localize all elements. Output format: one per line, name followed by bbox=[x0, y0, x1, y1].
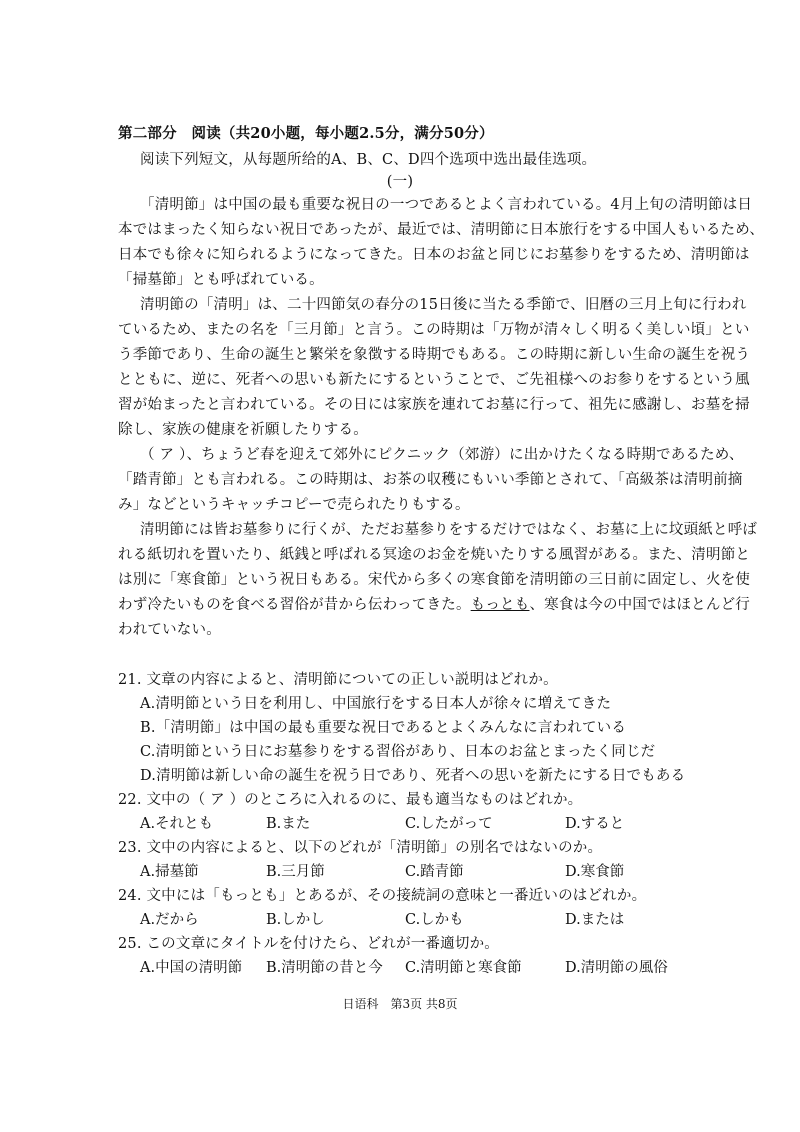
passage-line: ているため、またの名を「三月節」と言う。この時期は「万物が清々しく明るく美しい頃」とい bbox=[118, 322, 750, 338]
question-21-option-a[interactable]: A.清明節という日を利用し、中国旅行をする日本人が徐々に増えてきた bbox=[140, 696, 612, 712]
question-23-option-a[interactable]: A.掃墓節 bbox=[140, 864, 199, 880]
question-21-option-b[interactable]: B.「清明節」は中国の最も重要な祝日であるとよくみんなに言われている bbox=[140, 720, 627, 736]
passage-number: (一) bbox=[386, 174, 414, 190]
passage-line: とともに、逆に、死者への思いも新たにするということで、ご先祖様へのお参りをするという風 bbox=[118, 372, 750, 388]
passage-line: 清明節には皆お墓参りに行くが、ただお墓参りをするだけではなく、お墓に上に坟頭紙と呼ば bbox=[140, 522, 758, 538]
passage-line: 「掃墓節」とも呼ばれている。 bbox=[118, 272, 324, 288]
passage-line: は別に「寒食節」という祝日もある。宋代から多くの寒食節を清明節の三日前に固定し、火を使 bbox=[118, 572, 751, 588]
question-22-option-c[interactable]: C.したがって bbox=[405, 816, 493, 832]
page-footer: 日语科 第3页 共8页 bbox=[342, 997, 458, 1011]
passage-line: 日本でも徐々に知られるようになってきた。日本のお盆と同じにお墓参りをするため、清明節は bbox=[118, 247, 750, 263]
question-23-option-d[interactable]: D.寒食節 bbox=[565, 864, 625, 880]
question-21-stem: 21. 文章の内容によると、清明節についての正しい説明はどれか。 bbox=[118, 672, 558, 688]
underlined-phrase: もっとも bbox=[470, 597, 530, 613]
section-heading: 第二部分 阅读（共20小题，每小题2.5分，满分50分） bbox=[118, 125, 494, 142]
passage-text: わず冷たいものを食べる習俗が昔から伝わってきた。 bbox=[118, 597, 471, 613]
question-23-stem: 23. 文中の内容によると、以下のどれが「清明節」の別名ではないのか。 bbox=[118, 840, 603, 856]
question-22-stem: 22. 文中の（ ア ）のところに入れるのに、最も適当なものはどれか。 bbox=[118, 792, 583, 808]
passage-line: 「踏青節」とも言われる。この時期は、お茶の収穫にもいい季節とされて、「高級茶は清明前摘 bbox=[118, 472, 743, 488]
question-24-option-a[interactable]: A.だから bbox=[140, 912, 199, 928]
question-24-option-c[interactable]: C.しかも bbox=[405, 912, 464, 928]
section-instruction: 阅读下列短文，从每题所给的A、B、C、D四个选项中选出最佳选项。 bbox=[140, 152, 597, 168]
question-22-option-b[interactable]: B.また bbox=[266, 816, 311, 832]
question-23-option-c[interactable]: C.踏青節 bbox=[405, 864, 464, 880]
question-24-stem: 24. 文中には「もっとも」とあるが、その接続詞の意味と一番近いのはどれか。 bbox=[118, 888, 647, 904]
passage-line bbox=[118, 593, 750, 614]
passage-line: 「清明節」は中国の最も重要な祝日の一つであるとよく言われている。4月上旬の清明節は日 bbox=[140, 197, 753, 213]
question-25-option-b[interactable]: B.清明節の昔と今 bbox=[266, 960, 383, 976]
question-25-option-d[interactable]: D.清明節の風俗 bbox=[565, 960, 668, 976]
passage-text: 、寒食は今の中国ではほとんど行 bbox=[529, 597, 750, 613]
passage-line: う季節であり、生命の誕生と繁栄を象徴する時期でもある。この時期に新しい生命の誕生を祝う bbox=[118, 347, 751, 363]
question-25-stem: 25. この文章にタイトルを付けたら、どれが一番適切か。 bbox=[118, 936, 499, 952]
question-22-option-d[interactable]: D.すると bbox=[565, 816, 625, 832]
question-21-option-d[interactable]: D.清明節は新しい命の誕生を祝う日であり、死者への思いを新たにする日でもある bbox=[140, 768, 686, 784]
question-21-option-c[interactable]: C.清明節という日にお墓参りをする習俗があり、日本のお盆とまったく同じだ bbox=[140, 744, 656, 760]
passage-line: 除し、家族の健康を祈願したりする。 bbox=[118, 422, 368, 438]
passage-line: 本ではまったく知らない祝日であったが、最近では、清明節に日本旅行をする中国人もいるため、 bbox=[118, 222, 765, 238]
passage-line: 習が始まったと言われている。その日には家族を連れてお墓に行って、祖先に感謝し、お墓を掃 bbox=[118, 397, 750, 413]
question-25-option-a[interactable]: A.中国の清明節 bbox=[140, 960, 243, 976]
passage-line: （ ア ）、ちょうど春を迎えて郊外にピクニック（郊游）に出かけたくなる時期であるため、 bbox=[140, 447, 744, 463]
question-24-option-d[interactable]: D.または bbox=[565, 912, 625, 928]
passage-line: れる紙切れを置いたり、紙銭と呼ばれる冥途のお金を焼いたりする風習がある。また、清明節と bbox=[118, 547, 751, 563]
question-23-option-b[interactable]: B.三月節 bbox=[266, 864, 325, 880]
question-22-option-a[interactable]: A.それとも bbox=[140, 816, 214, 832]
passage-line: み」などというキャッチコピーで売られたりもする。 bbox=[118, 497, 470, 513]
question-25-option-c[interactable]: C.清明節と寒食節 bbox=[405, 960, 522, 976]
passage-line: 清明節の「清明」は、二十四節気の春分の15日後に当たる季節で、旧暦の三月上旬に行われ bbox=[140, 297, 747, 313]
question-24-option-b[interactable]: B.しかし bbox=[266, 912, 325, 928]
passage-line: われていない。 bbox=[118, 622, 221, 638]
